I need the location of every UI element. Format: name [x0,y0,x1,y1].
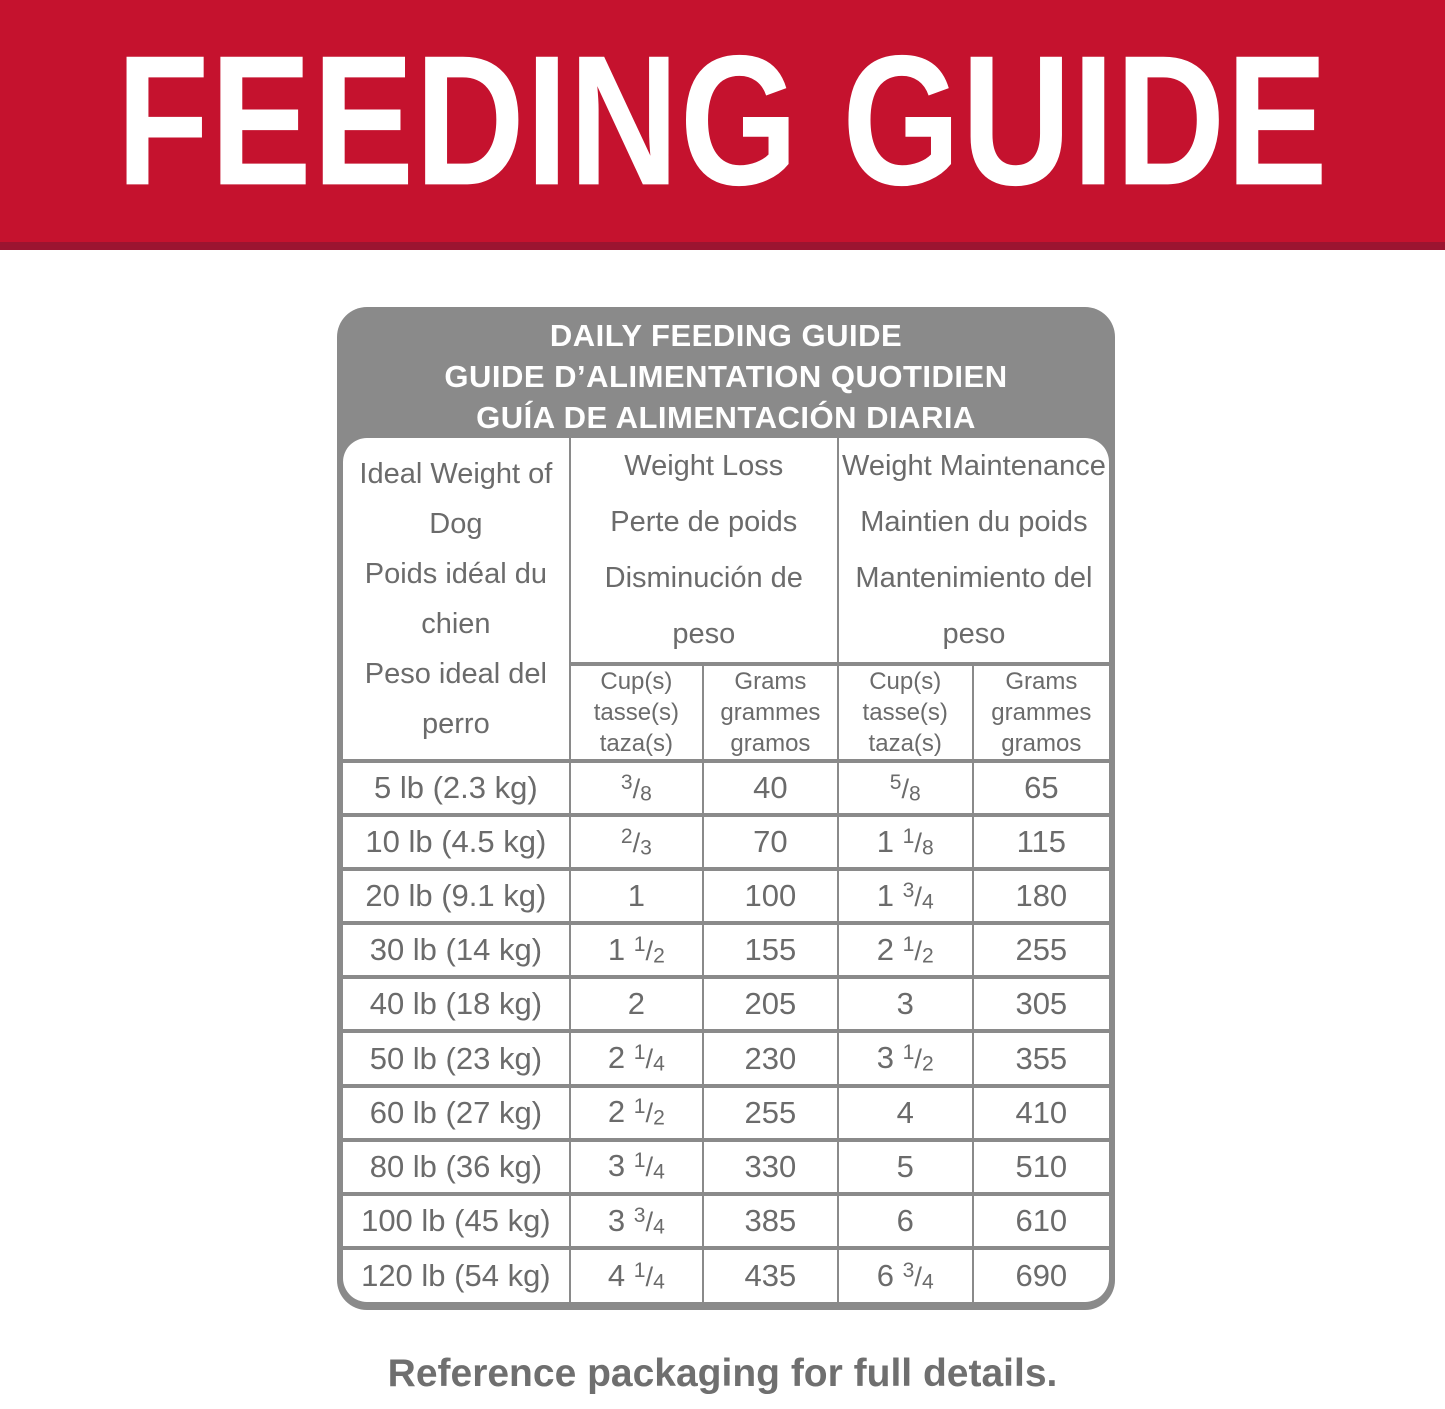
cell-weight-maintenance-cups: 6 $^3$/4 [838,1248,973,1302]
subheader-loss-grams-fr: grammes [720,699,821,726]
cell-weight-maintenance-grams: 610 [973,1194,1109,1248]
header-weight-loss [570,438,838,664]
cell-weight-loss-grams: 330 [703,1140,838,1194]
cell-weight-maintenance-cups: 4 [838,1086,973,1140]
cell-weight-loss-grams: 385 [703,1194,838,1248]
table-header-row [343,438,1109,664]
cell-weight-loss-cups: 4 $^1$/4 [570,1248,703,1302]
table-row [343,869,1109,923]
cell-weight-maintenance-cups: 1 $^1$/8 [838,815,973,869]
cell-ideal-weight: 60 lb (27 kg) [343,1086,570,1140]
table-row [343,977,1109,1031]
header-ideal-weight-en: Ideal Weight of Dog [359,457,553,540]
table-row [343,1031,1109,1085]
cell-weight-maintenance-grams: 510 [973,1140,1109,1194]
card-title-line-fr: GUIDE D’ALIMENTATION QUOTIDIEN [444,359,1008,394]
cell-weight-loss-grams: 70 [703,815,838,869]
cell-weight-maintenance-grams: 355 [973,1031,1109,1085]
subheader-maint-cups-fr: tasse(s) [862,699,948,726]
cell-weight-loss-grams: 205 [703,977,838,1031]
subheader-maint-grams-en: Grams [1005,668,1078,695]
subheader-loss-cups-en: Cup(s) [600,668,673,695]
feeding-table [343,438,1109,1302]
cell-weight-loss-grams: 255 [703,1086,838,1140]
cell-weight-loss-grams: 230 [703,1031,838,1085]
banner-title: FEEDING GUIDE [116,16,1329,225]
cell-ideal-weight: 50 lb (23 kg) [343,1031,570,1085]
cell-weight-loss-grams: 40 [703,761,838,815]
cell-weight-maintenance-cups: 2 $^1$/2 [838,923,973,977]
header-weight-maintenance-en: Weight Maintenance [841,450,1106,482]
header-weight-loss-en: Weight Loss [624,450,784,482]
cell-weight-loss-cups: 2 $^1$/2 [570,1086,703,1140]
subheader-maint-grams-fr: grammes [991,699,1092,726]
cell-weight-loss-cups: 1 $^1$/2 [570,923,703,977]
header-ideal-weight [343,438,570,761]
subheader-maint-cups-es: taza(s) [868,730,942,757]
feeding-table-wrapper [343,438,1109,1302]
cell-weight-loss-grams: 435 [703,1248,838,1302]
table-row [343,1140,1109,1194]
cell-weight-loss-grams: 155 [703,923,838,977]
cell-ideal-weight: 80 lb (36 kg) [343,1140,570,1194]
table-row [343,1248,1109,1302]
subheader-loss-cups [570,664,703,761]
header-weight-maintenance [838,438,1109,664]
cell-weight-loss-cups: 3 $^3$/4 [570,1194,703,1248]
subheader-loss-grams-es: gramos [730,730,811,757]
card-title-line-en: DAILY FEEDING GUIDE [549,318,903,353]
cell-weight-maintenance-grams: 65 [973,761,1109,815]
subheader-maint-grams-lines [974,666,1109,759]
cell-weight-maintenance-cups: 6 [838,1194,973,1248]
cell-weight-loss-cups: 2 [570,977,703,1031]
cell-weight-loss-cups: 1 [570,869,703,923]
table-row [343,761,1109,815]
cell-weight-maintenance-cups: 3 [838,977,973,1031]
subheader-maint-cups-lines [839,666,972,759]
cell-weight-loss-cups: $^2$/3 [570,815,703,869]
subheader-loss-grams-lines [704,666,837,759]
subheader-loss-cups-fr: tasse(s) [593,699,680,726]
cell-weight-maintenance-cups: 5 [838,1140,973,1194]
header-weight-loss-lines [571,438,837,662]
header-weight-maintenance-es: Mantenimiento del peso [855,562,1093,650]
subheader-loss-cups-es: taza(s) [599,730,674,757]
cell-ideal-weight: 30 lb (14 kg) [343,923,570,977]
subheader-maint-cups [838,664,973,761]
cell-weight-loss-cups: $^3$/8 [570,761,703,815]
cell-weight-maintenance-cups: $^5$/8 [838,761,973,815]
header-weight-loss-es: Disminución de peso [604,562,803,650]
table-row [343,1194,1109,1248]
daily-feeding-guide-card [337,307,1115,1310]
cell-weight-loss-grams: 100 [703,869,838,923]
cell-weight-maintenance-grams: 255 [973,923,1109,977]
header-ideal-weight-es: Peso ideal del perro [364,657,547,740]
header-weight-loss-fr: Perte de poids [610,506,798,538]
cell-ideal-weight: 5 lb (2.3 kg) [343,761,570,815]
subheader-loss-grams-en: Grams [734,668,807,695]
cell-weight-maintenance-grams: 690 [973,1248,1109,1302]
subheader-loss-cups-lines [571,666,702,759]
table-row [343,1086,1109,1140]
subheader-maint-grams-es: gramos [1001,730,1082,757]
cell-ideal-weight: 120 lb (54 kg) [343,1248,570,1302]
subheader-maint-cups-en: Cup(s) [869,668,942,695]
cell-ideal-weight: 10 lb (4.5 kg) [343,815,570,869]
cell-weight-maintenance-cups: 1 $^3$/4 [838,869,973,923]
header-weight-maintenance-fr: Maintien du poids [860,506,1088,538]
header-ideal-weight-fr: Poids idéal du chien [364,557,547,640]
subheader-maint-grams [973,664,1109,761]
footer-note: Reference packaging for full details. [387,1352,1058,1395]
feeding-guide-banner [0,0,1445,250]
cell-weight-loss-cups: 2 $^1$/4 [570,1031,703,1085]
cell-weight-maintenance-grams: 410 [973,1086,1109,1140]
cell-ideal-weight: 40 lb (18 kg) [343,977,570,1031]
header-ideal-weight-lines [343,449,569,749]
table-row [343,923,1109,977]
subheader-loss-grams [703,664,838,761]
cell-ideal-weight: 100 lb (45 kg) [343,1194,570,1248]
card-title-line-es: GUÍA DE ALIMENTACIÓN DIARIA [476,400,976,435]
cell-weight-maintenance-grams: 115 [973,815,1109,869]
header-weight-maintenance-lines [839,438,1109,662]
feeding-table-body [343,761,1109,1302]
cell-weight-loss-cups: 3 $^1$/4 [570,1140,703,1194]
cell-weight-maintenance-grams: 305 [973,977,1109,1031]
cell-weight-maintenance-cups: 3 $^1$/2 [838,1031,973,1085]
card-title [343,307,1109,438]
cell-ideal-weight: 20 lb (9.1 kg) [343,869,570,923]
cell-weight-maintenance-grams: 180 [973,869,1109,923]
table-row [343,815,1109,869]
